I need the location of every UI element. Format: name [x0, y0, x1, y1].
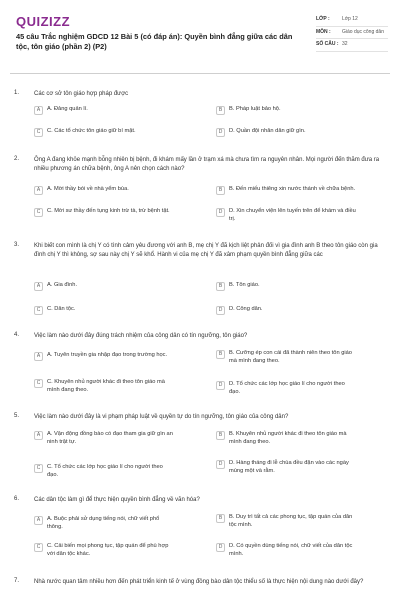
option-letter-box: B	[216, 282, 225, 291]
option-c[interactable]	[34, 128, 175, 137]
option-d[interactable]	[216, 208, 357, 223]
option-letter-box: A	[34, 516, 43, 525]
option-letter-box: B	[216, 106, 225, 115]
meta-key: MÔN :	[316, 28, 331, 35]
option-letter-box: A	[34, 106, 43, 115]
option-c[interactable]	[34, 379, 175, 394]
meta-key: LỚP :	[316, 16, 330, 22]
option-letter-box: B	[216, 431, 225, 440]
option-text: C. Dân tộc.	[47, 306, 76, 312]
option-text: A. Tuyên truyền gia nhập đạo trong trường học.	[47, 352, 168, 358]
option-letter-box: C	[34, 306, 43, 315]
question-text: Các cơ sở tôn giáo hợp pháp được	[34, 91, 129, 97]
option-text: A. Buộc phải sử dụng tiếng nói, chữ viết phổ thông.	[47, 516, 160, 530]
meta-value: Giáo dục công dân	[342, 28, 384, 35]
option-letter-box: C	[34, 379, 43, 388]
option-letter-box: B	[216, 186, 225, 195]
option-b[interactable]	[216, 514, 357, 529]
option-letter-box: D	[216, 208, 225, 217]
option-text: A. Vận động đồng bào có đạo tham gia giữ gìn an ninh trật tự.	[47, 431, 173, 445]
question-number: 6.	[14, 496, 20, 502]
option-a[interactable]	[34, 282, 175, 291]
meta-row-grade	[316, 14, 388, 27]
option-letter-box: A	[34, 352, 43, 361]
option-b[interactable]	[216, 282, 357, 291]
option-c[interactable]	[34, 543, 175, 558]
option-d[interactable]	[216, 381, 357, 396]
question-text: Nhà nước quan tâm nhiều hơn đến phát triển kinh tế ở vùng đồng bào dân tộc thiểu số là thực hiện nội dung nào dưới đây?	[34, 579, 364, 585]
option-c[interactable]	[34, 306, 175, 315]
option-text: B. Đến miếu thiêng xin nước thánh về chữa bệnh.	[229, 186, 356, 192]
option-letter-box: C	[34, 128, 43, 137]
option-letter-box: C	[34, 543, 43, 552]
question-text: Ông A đang khỏe mạnh bỗng nhiên bị bệnh, đi khám mấy lần ở trạm xá mà chưa tìm ra nguyên nhân. Mọi người đến thăm đưa ra nhiều phương án chữa bệnh, ông A nên chọn cách nào?	[34, 157, 380, 172]
option-letter-box: A	[34, 282, 43, 291]
option-letter-box: A	[34, 186, 43, 195]
quizizz-logo: QUIZIZZ	[16, 14, 71, 29]
meta-row-subject	[316, 27, 388, 40]
option-letter-box: D	[216, 306, 225, 315]
option-text: D. Hàng tháng đi lễ chùa đều đặn vào các ngày mùng một và rằm.	[229, 460, 349, 474]
option-text: B. Cưỡng ép con cái đã thành niên theo tôn giáo mà mình đang theo.	[229, 350, 352, 364]
question-number: 1.	[14, 90, 20, 96]
question-number: 3.	[14, 242, 20, 248]
option-text: D. Tổ chức các lớp học giáo lí cho người theo đạo.	[229, 381, 345, 395]
meta-value: 32	[342, 41, 348, 47]
option-d[interactable]	[216, 128, 357, 137]
option-letter-box: A	[34, 431, 43, 440]
option-letter-box: D	[216, 128, 225, 137]
meta-value: Lớp 12	[342, 16, 358, 22]
option-a[interactable]	[34, 431, 175, 446]
option-b[interactable]	[216, 431, 357, 446]
option-letter-box: D	[216, 543, 225, 552]
option-letter-box: D	[216, 460, 225, 469]
option-text: A. Mời thầy bói về nhà yểm bùa.	[47, 186, 129, 192]
question-text: Các dân tộc làm gì để thực hiện quyền bình đẳng về văn hóa?	[34, 497, 200, 503]
option-a[interactable]	[34, 186, 175, 195]
option-text: C. Khuyên nhủ người khác đi theo tôn giáo mà mình đang theo.	[47, 379, 165, 393]
option-d[interactable]	[216, 306, 357, 315]
question-number: 4.	[14, 332, 20, 338]
option-b[interactable]	[216, 350, 357, 365]
question-number: 2.	[14, 156, 20, 162]
option-letter-box: B	[216, 514, 225, 523]
option-b[interactable]	[216, 106, 357, 115]
option-text: B. Duy trì tất cả các phong tục, tập quán của dân tộc mình.	[229, 514, 353, 528]
question-text: Việc làm nào dưới đây là vi phạm pháp luật về quyền tự do tín ngưỡng, tôn giáo của công dân?	[34, 414, 289, 420]
option-letter-box: B	[216, 350, 225, 359]
meta-key: SỐ CÂU :	[316, 41, 339, 47]
meta-panel	[316, 14, 388, 52]
option-d[interactable]	[216, 460, 357, 475]
option-text: C. Các tổ chức tôn giáo giữ bí mật.	[47, 128, 136, 134]
option-text: A. Gia đình.	[47, 282, 78, 288]
option-a[interactable]	[34, 352, 175, 361]
option-c[interactable]	[34, 464, 175, 479]
page-title: 45 câu Trắc nghiệm GDCD 12 Bài 5 (có đáp án): Quyền bình đẳng giữa các dân tộc, tôn giáo (phần 2) (P2)	[16, 32, 293, 51]
option-text: D. Công dân.	[229, 306, 263, 312]
question-number: 5.	[14, 413, 20, 419]
option-d[interactable]	[216, 543, 357, 558]
option-b[interactable]	[216, 186, 357, 195]
header-divider	[10, 73, 390, 74]
option-text: D. Xin chuyển viện lên tuyến trên để khám và điều trị.	[229, 208, 356, 222]
option-letter-box: D	[216, 381, 225, 390]
option-text: D. Quần đội nhân dân giữ gìn.	[229, 128, 306, 134]
option-text: C. Tổ chức các lớp học giáo lí cho người theo đạo.	[47, 464, 163, 478]
option-text: C. Cải biến mọi phong tục, tập quán để phù hợp với dân tộc khác.	[47, 543, 169, 557]
option-text: B. Pháp luật bảo hộ.	[229, 106, 281, 112]
option-text: B. Tôn giáo.	[229, 282, 260, 288]
question-number: 7.	[14, 578, 20, 584]
question-text: Việc làm nào dưới đây đúng trách nhiệm của công dân có tín ngưỡng, tôn giáo?	[34, 333, 248, 339]
header	[0, 0, 400, 72]
option-text: B. Khuyên nhủ người khác đi theo tôn giáo mà mình đang theo.	[229, 431, 347, 445]
option-c[interactable]	[34, 208, 175, 217]
meta-row-count	[316, 39, 388, 52]
option-text: A. Đảng quản lí.	[47, 106, 88, 112]
option-text: D. Có quyền dùng tiếng nói, chữ viết của dân tộc mình.	[229, 543, 353, 557]
option-a[interactable]	[34, 106, 175, 115]
option-letter-box: C	[34, 208, 43, 217]
option-text: C. Mời sư thầy đến tụng kinh trừ tà, trừ bệnh tật.	[47, 208, 170, 214]
option-letter-box: C	[34, 464, 43, 473]
option-a[interactable]	[34, 516, 175, 531]
question-text: Khi biết con mình là chị Y có tình cảm yêu đương với anh B, mẹ chị Y đã kịch liệt phản đối vì gia đình anh B theo tôn giáo còn gia đình chị Y thì không, sợ sau này chị Y sẽ khổ. Hành vi của mẹ chị Y đã xâm phạm quyền bình đẳng giữa các	[34, 243, 378, 258]
